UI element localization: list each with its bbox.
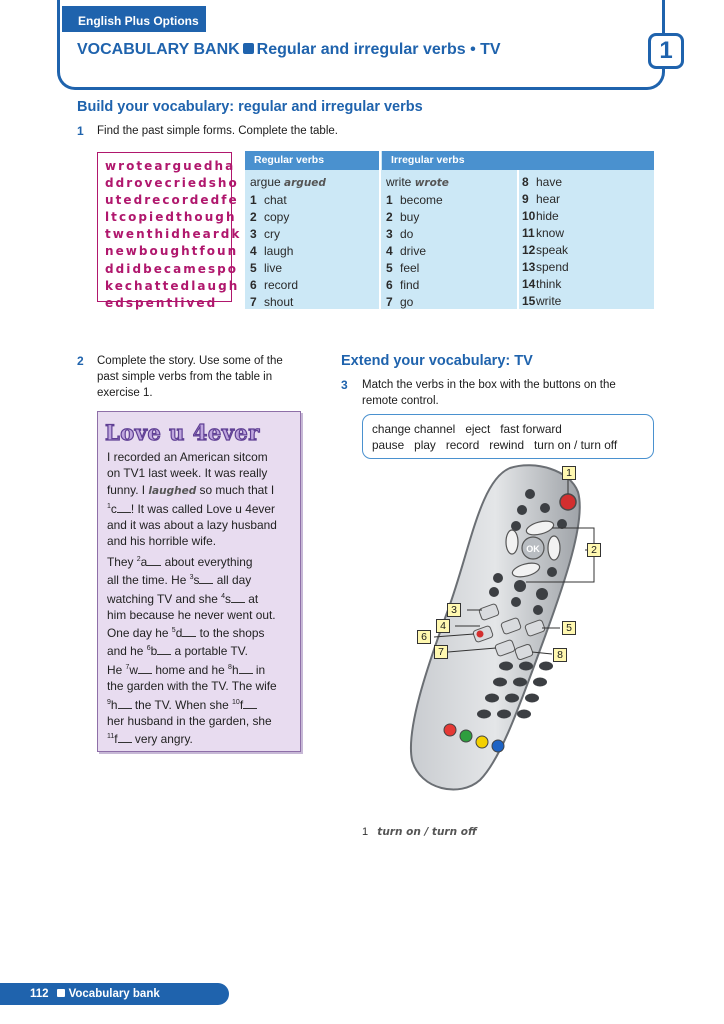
- green-button[interactable]: [460, 730, 472, 742]
- table-row: 1 become: [386, 193, 443, 207]
- example-answer-line: 1 turn on / turn off: [362, 826, 477, 838]
- gap-blank[interactable]: [243, 700, 257, 709]
- number-key[interactable]: [485, 694, 499, 703]
- number-key[interactable]: [499, 662, 513, 671]
- table-row: 7 go: [386, 295, 414, 309]
- wordsearch-row: twenthidheardk: [105, 227, 242, 242]
- table-row: argue argued: [250, 175, 326, 189]
- number-key[interactable]: [525, 694, 539, 703]
- table-row: 8 have: [522, 175, 563, 189]
- gap-blank[interactable]: [199, 575, 213, 584]
- gap-blank[interactable]: [118, 734, 132, 743]
- remote-button[interactable]: [493, 573, 503, 583]
- square-bullet-icon: [243, 43, 254, 54]
- footer-label: Vocabulary bank: [68, 988, 160, 1000]
- page-title: [77, 41, 501, 59]
- record-dot-icon: [477, 631, 484, 638]
- red-button[interactable]: [444, 724, 456, 736]
- gap-blank[interactable]: [117, 504, 131, 513]
- remote-button[interactable]: [547, 567, 557, 577]
- wordsearch-row: ddidbecamespo: [105, 261, 239, 276]
- table-row: 12speak: [522, 243, 569, 257]
- exercise1-number: 1: [77, 124, 84, 138]
- section3-title: Extend your vocabulary: TV: [341, 353, 533, 369]
- irregular-verbs-header: Irregular verbs: [382, 151, 654, 170]
- table-row: 4 drive: [386, 244, 427, 258]
- story-paragraph-3: He $^7$w home and he $^8$h in the garden with the TV. The wife $^9$h the TV. When she $^{10}$f her husband in the garden, she $^{11}$f very angry.: [107, 663, 277, 747]
- exercise3-instruction: Match the verbs in the box with the buttons on the remote control.: [362, 379, 616, 407]
- gap-blank[interactable]: [147, 557, 161, 566]
- title-part2: Regular and irregular verbs • TV: [256, 41, 501, 58]
- word-item: rewind: [489, 438, 525, 452]
- wordsearch-grid: [97, 152, 242, 310]
- section1-title: Build your vocabulary: regular and irregular verbs: [77, 99, 423, 115]
- story-paragraph-2: They $^2$a about everything all the time. He $^3$s all day watching TV and she $^4$s at him because he never went out. One day he $^5$d to the shops and he $^6$b a portable TV.: [107, 555, 276, 659]
- exercise3-number: 3: [341, 378, 348, 392]
- remote-button[interactable]: [489, 587, 499, 597]
- remote-label: 4: [436, 619, 450, 633]
- exercise1-instruction: Find the past simple forms. Complete the table.: [97, 125, 338, 137]
- remote-label: 8: [553, 648, 567, 662]
- word-item: turn on / turn off: [534, 438, 618, 452]
- wordsearch-row: ltcopiedthough: [105, 210, 237, 225]
- remote-button[interactable]: [536, 588, 548, 600]
- regular-verbs-header: Regular verbs: [245, 151, 379, 170]
- example-answer: laughed: [148, 484, 197, 497]
- irregular-verbs-column-a: [386, 174, 449, 311]
- table-row: 13spend: [522, 260, 569, 274]
- table-row: 9 hear: [522, 192, 561, 206]
- wordsearch-row: newboughtfoun: [105, 244, 239, 259]
- word-item: play: [414, 438, 436, 452]
- wordsearch-row: wrotearguedha: [105, 159, 236, 173]
- nav-right-button[interactable]: [548, 536, 560, 560]
- title-part1: VOCABULARY BANK: [77, 41, 240, 58]
- remote-button[interactable]: [533, 605, 543, 615]
- exercise2-instruction: Complete the story. Use some of the past simple verbs from the table in exercise 1.: [97, 355, 283, 399]
- gap-blank[interactable]: [157, 646, 171, 655]
- remote-control-illustration: [330, 460, 660, 810]
- number-key[interactable]: [497, 710, 511, 719]
- remote-button[interactable]: [540, 503, 550, 513]
- remote-label: 7: [434, 645, 448, 659]
- table-row: 3 cry: [250, 227, 280, 241]
- wordsearch-row: kechattedlaugh: [105, 278, 240, 293]
- table-row: 4 laugh: [250, 244, 294, 258]
- word-item: eject: [465, 422, 491, 436]
- number-key[interactable]: [493, 678, 507, 687]
- word-item: change channel: [372, 422, 456, 436]
- series-tab: English Plus Options: [62, 6, 206, 32]
- number-key[interactable]: [477, 710, 491, 719]
- wordsearch-row: ddrovecriedsho: [105, 176, 239, 191]
- word-item: record: [445, 438, 480, 452]
- unit-number-badge: 1: [648, 33, 684, 69]
- table-row: 5 feel: [386, 261, 420, 275]
- number-key[interactable]: [517, 710, 531, 719]
- number-key[interactable]: [505, 694, 519, 703]
- table-row: write wrote: [386, 175, 449, 189]
- remote-button[interactable]: [514, 580, 526, 592]
- remote-button[interactable]: [511, 597, 521, 607]
- number-key[interactable]: [513, 678, 527, 687]
- number-key[interactable]: [519, 662, 533, 671]
- footer-bar: [0, 983, 229, 1005]
- story-title: Love u 4ever: [105, 420, 260, 445]
- remote-label: 1: [562, 466, 576, 480]
- verb-table: [245, 151, 654, 309]
- table-row: 6 find: [386, 278, 420, 292]
- gap-blank[interactable]: [239, 665, 253, 674]
- word-box: [362, 414, 654, 459]
- gap-blank[interactable]: [138, 665, 152, 674]
- word-item: fast forward: [500, 422, 562, 436]
- gap-blank[interactable]: [231, 594, 245, 603]
- table-row: 14think: [522, 277, 562, 291]
- column-divider: [379, 151, 381, 309]
- gap-blank[interactable]: [182, 628, 196, 637]
- story-box: [97, 411, 301, 752]
- column-divider: [517, 170, 519, 309]
- exercise2-number: 2: [77, 354, 84, 368]
- irregular-verbs-column-b: [522, 174, 569, 310]
- nav-left-button[interactable]: [506, 530, 518, 554]
- table-row: 11know: [522, 226, 565, 240]
- number-key[interactable]: [539, 662, 553, 671]
- remote-button[interactable]: [517, 505, 527, 515]
- remote-label: 3: [447, 603, 461, 617]
- remote-label: 5: [562, 621, 576, 635]
- remote-button[interactable]: [525, 489, 535, 499]
- regular-verbs-column: [250, 174, 326, 311]
- gap-blank[interactable]: [118, 700, 132, 709]
- story-paragraph-1: I recorded an American sitcom on TV1 last week. It was really funny. I laughed so much that I $^1$c ! It was called Love u 4ever and it was about a lazy husband and his horrible wife.: [107, 450, 277, 549]
- power-button[interactable]: [560, 494, 576, 510]
- table-row: 7 shout: [250, 295, 294, 309]
- table-row: 1 chat: [250, 193, 287, 207]
- example-answer: argued: [284, 177, 326, 189]
- blue-button[interactable]: [492, 740, 504, 752]
- table-row: 2 copy: [250, 210, 290, 224]
- number-key[interactable]: [533, 678, 547, 687]
- table-row: 10hide: [522, 209, 559, 223]
- table-row: 2 buy: [386, 210, 420, 224]
- square-bullet-icon: [57, 989, 65, 997]
- page-number: 112: [30, 988, 49, 1000]
- remote-label: 6: [417, 630, 431, 644]
- word-item: pause: [372, 438, 405, 452]
- example-answer: wrote: [414, 177, 449, 189]
- table-row: 15write: [522, 294, 562, 308]
- yellow-button[interactable]: [476, 736, 488, 748]
- remote-label: 2: [587, 543, 601, 557]
- table-row: 3 do: [386, 227, 414, 241]
- table-row: 6 record: [250, 278, 299, 292]
- ok-label: OK: [526, 544, 540, 554]
- wordsearch-row: edspentlived: [105, 295, 218, 310]
- table-row: 5 live: [250, 261, 283, 275]
- wordsearch-row: utedrecordedfe: [105, 193, 239, 208]
